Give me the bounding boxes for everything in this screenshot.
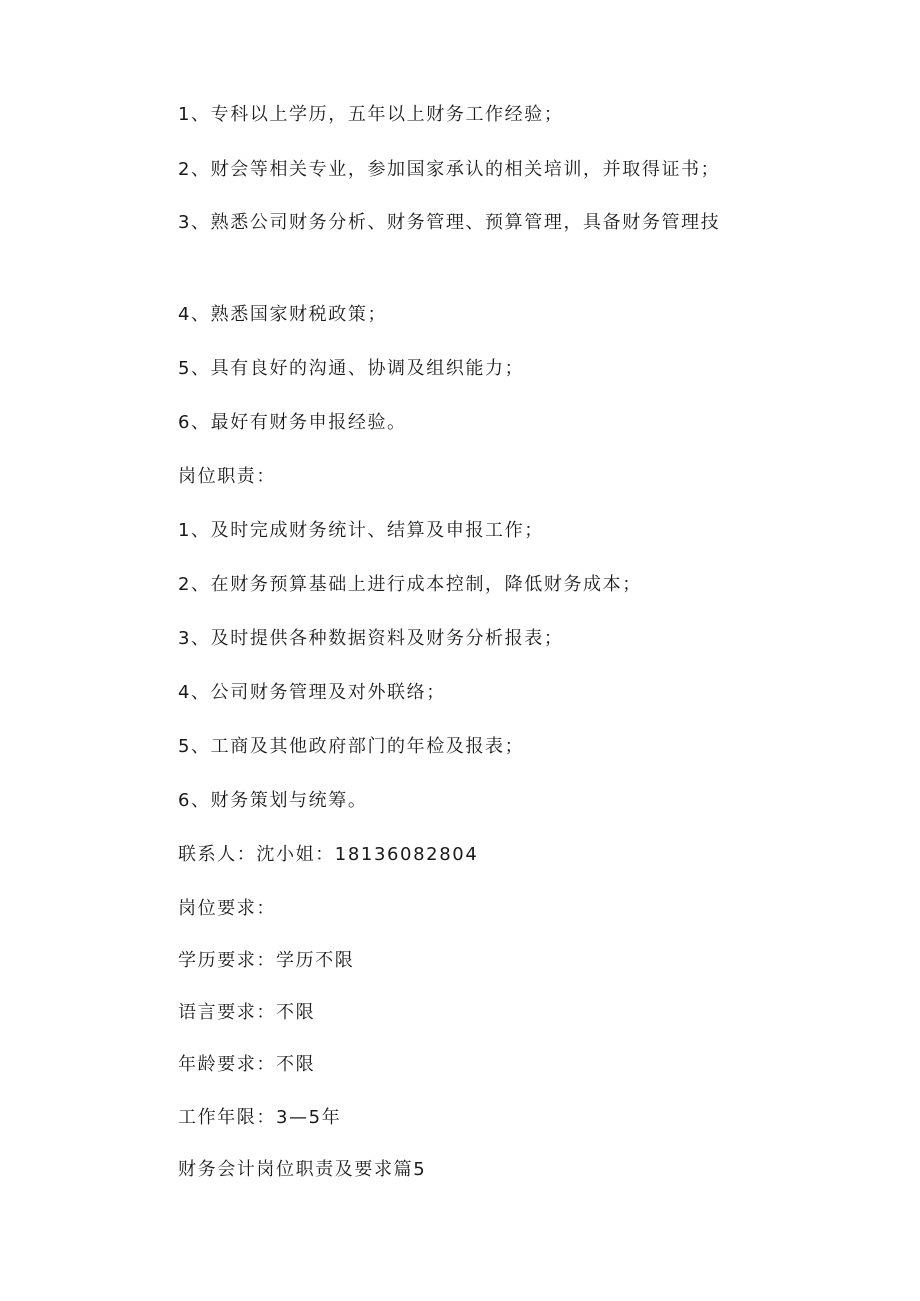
- duty-item-6: 6、财务策划与统筹。: [178, 790, 368, 811]
- duty-item-3: 3、及时提供各种数据资料及财务分析报表；: [178, 628, 564, 649]
- requirements-heading: 岗位要求：: [178, 898, 276, 919]
- requirement-item-4: 4、熟悉国家财税政策；: [178, 304, 388, 325]
- experience-requirement: 工作年限：3—5年: [178, 1107, 342, 1128]
- duty-item-1: 1、及时完成财务统计、结算及申报工作；: [178, 520, 544, 541]
- education-requirement: 学历要求：学历不限: [178, 950, 355, 971]
- requirement-item-3: 3、熟悉公司财务分析、财务管理、预算管理，具备财务管理技: [178, 212, 721, 233]
- contact-line: 联系人：沈小姐：18136082804: [178, 844, 479, 865]
- duty-item-2: 2、在财务预算基础上进行成本控制，降低财务成本；: [178, 574, 642, 595]
- duties-heading: 岗位职责：: [178, 466, 276, 487]
- requirement-item-2: 2、财会等相关专业，参加国家承认的相关培训，并取得证书；: [178, 159, 721, 180]
- duty-item-5: 5、工商及其他政府部门的年检及报表；: [178, 736, 525, 757]
- language-requirement: 语言要求：不限: [178, 1002, 316, 1023]
- duty-item-4: 4、公司财务管理及对外联络；: [178, 682, 446, 703]
- section-title: 财务会计岗位职责及要求篇5: [178, 1159, 427, 1180]
- age-requirement: 年龄要求：不限: [178, 1054, 316, 1075]
- requirement-item-6: 6、最好有财务申报经验。: [178, 412, 407, 433]
- requirement-item-1: 1、专科以上学历，五年以上财务工作经验；: [178, 104, 564, 125]
- requirement-item-5: 5、具有良好的沟通、协调及组织能力；: [178, 358, 525, 379]
